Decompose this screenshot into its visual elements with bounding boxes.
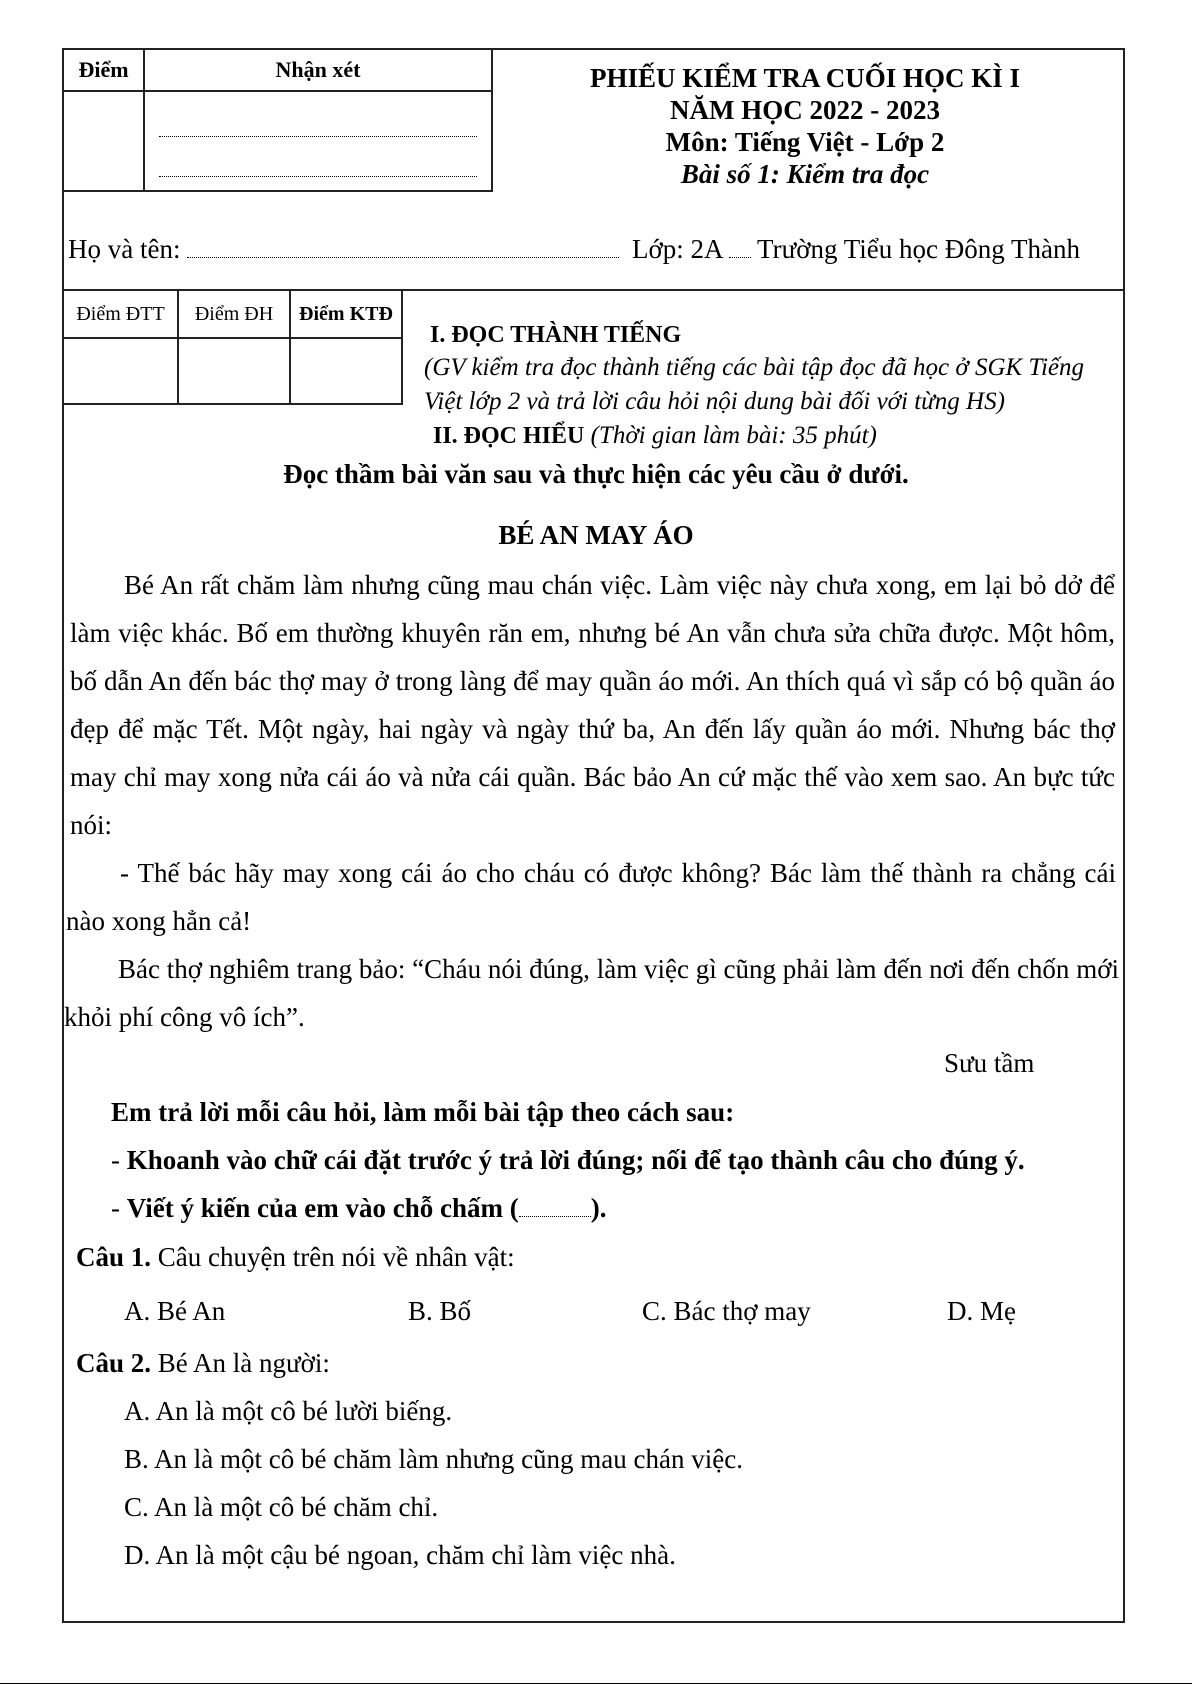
- comment-header: Nhận xét: [144, 49, 492, 91]
- score-breakdown-table: [62, 289, 403, 405]
- student-info-row: [68, 234, 1080, 265]
- dash: -: [111, 1145, 127, 1175]
- section1-title: I. ĐỌC THÀNH TIẾNG: [430, 322, 682, 348]
- story-source: Sưu tầm: [944, 1048, 1035, 1078]
- score-dh-header: Điểm ĐH: [178, 290, 290, 338]
- exam-title-block: [525, 62, 1085, 190]
- directions-line-3-text: Viết ý kiến của em vào chỗ chấm (: [126, 1193, 519, 1223]
- reading-instruction: Đọc thầm bài văn sau và thực hiện các yêu cầu ở dưới.: [283, 459, 909, 489]
- section1-note-2: Việt lớp 2 và trả lời câu hỏi nội dung bài đối với từng HS): [424, 388, 1005, 415]
- question-2-text: Bé An là người:: [157, 1348, 330, 1378]
- score-dtt-header: Điểm ĐTT: [63, 290, 178, 338]
- story-title: BÉ AN MAY ÁO: [498, 520, 694, 550]
- class-label: Lớp: 2A: [631, 234, 723, 264]
- question-2-option-a[interactable]: A. An là một cô bé lười biếng.: [124, 1396, 453, 1426]
- question-1-option-c[interactable]: C. Bác thợ may: [642, 1296, 811, 1326]
- school-year: NĂM HỌC 2022 - 2023: [670, 95, 940, 125]
- score-ktd-cell[interactable]: [290, 338, 402, 404]
- exam-title: PHIẾU KIỂM TRA CUỐI HỌC KÌ I: [589, 63, 1021, 93]
- directions-line-3-end: ).: [590, 1193, 607, 1223]
- score-header: Điểm: [63, 49, 144, 91]
- question-1: [76, 1242, 515, 1273]
- question-2-option-b[interactable]: B. An là một cô bé chăm làm nhưng cũng mau chán việc.: [124, 1444, 743, 1474]
- question-1-option-b[interactable]: B. Bố: [408, 1296, 472, 1326]
- name-label: Họ và tên:: [68, 234, 181, 264]
- section1-note-1: (GV kiểm tra đọc thành tiếng các bài tập đọc đã học ở SGK Tiếng: [424, 354, 1085, 381]
- section2-time: (Thời gian làm bài: 35 phút): [590, 422, 877, 449]
- page-bottom-edge: [0, 1683, 1192, 1684]
- test-name: Bài số 1: Kiểm tra đọc: [680, 159, 930, 189]
- section2-heading: [433, 422, 877, 450]
- question-2-option-c[interactable]: C. An là một cô bé chăm chỉ.: [124, 1492, 439, 1522]
- subject: Môn: Tiếng Việt - Lớp 2: [665, 127, 945, 157]
- directions-line-3: [111, 1193, 606, 1224]
- score-dtt-cell[interactable]: [63, 338, 178, 404]
- name-field[interactable]: [187, 256, 619, 258]
- dotted-blank: [519, 1215, 591, 1217]
- score-comment-table: [62, 48, 493, 192]
- class-field[interactable]: [729, 256, 751, 258]
- school-name: Trường Tiểu học Đông Thành: [757, 234, 1080, 264]
- comment-cell[interactable]: [144, 91, 492, 191]
- directions-line-2-text: Khoanh vào chữ cái đặt trước ý trả lời đúng; nối để tạo thành câu cho đúng ý.: [126, 1145, 1025, 1175]
- score-ktd-header: Điểm KTĐ: [290, 290, 402, 338]
- section2-title: II. ĐỌC HIỂU: [433, 423, 585, 449]
- question-2-label: Câu 2.: [76, 1348, 152, 1378]
- story-paragraph-1: Bé An rất chăm làm nhưng cũng mau chán việc. Làm việc này chưa xong, em lại bỏ dở để làm việc khác. Bố em thường khuyên răn em, nhưng bé An vẫn chưa sửa chữa được. Một hôm, bố dẫn An đến bác thợ may ở trong làng để may quần áo mới. An thích quá vì sắp có bộ quần áo đẹp để mặc Tết. Một ngày, hai ngày và ngày thứ ba, An đến lấy quần áo mới. Nhưng bác thợ may chỉ may xong nửa cái áo và nửa cái quần. Bác bảo An cứ mặc thế vào xem sao. An bực tức nói:: [70, 570, 1115, 840]
- question-1-option-d[interactable]: D. Mẹ: [947, 1296, 1016, 1326]
- question-1-option-a[interactable]: A. Bé An: [124, 1296, 226, 1326]
- directions-line-1: Em trả lời mỗi câu hỏi, làm mỗi bài tập theo cách sau:: [111, 1097, 735, 1127]
- story-paragraph-2: - Thế bác hãy may xong cái áo cho cháu có được không? Bác làm thế thành ra chẳng cái nào xong hẳn cả!: [66, 858, 1116, 936]
- question-2: [76, 1348, 330, 1379]
- score-dh-cell[interactable]: [178, 338, 290, 404]
- directions-line-2: [111, 1145, 1025, 1176]
- story-paragraph-3: Bác thợ nghiêm trang bảo: “Cháu nói đúng, làm việc gì cũng phải làm đến nơi đến chốn mới khỏi phí công vô ích”.: [64, 954, 1119, 1032]
- question-1-label: Câu 1.: [76, 1242, 152, 1272]
- dash: -: [111, 1193, 127, 1223]
- question-2-option-d[interactable]: D. An là một cậu bé ngoan, chăm chỉ làm việc nhà.: [124, 1540, 676, 1570]
- question-1-text: Câu chuyện trên nói về nhân vật:: [157, 1242, 515, 1272]
- score-cell[interactable]: [63, 91, 144, 191]
